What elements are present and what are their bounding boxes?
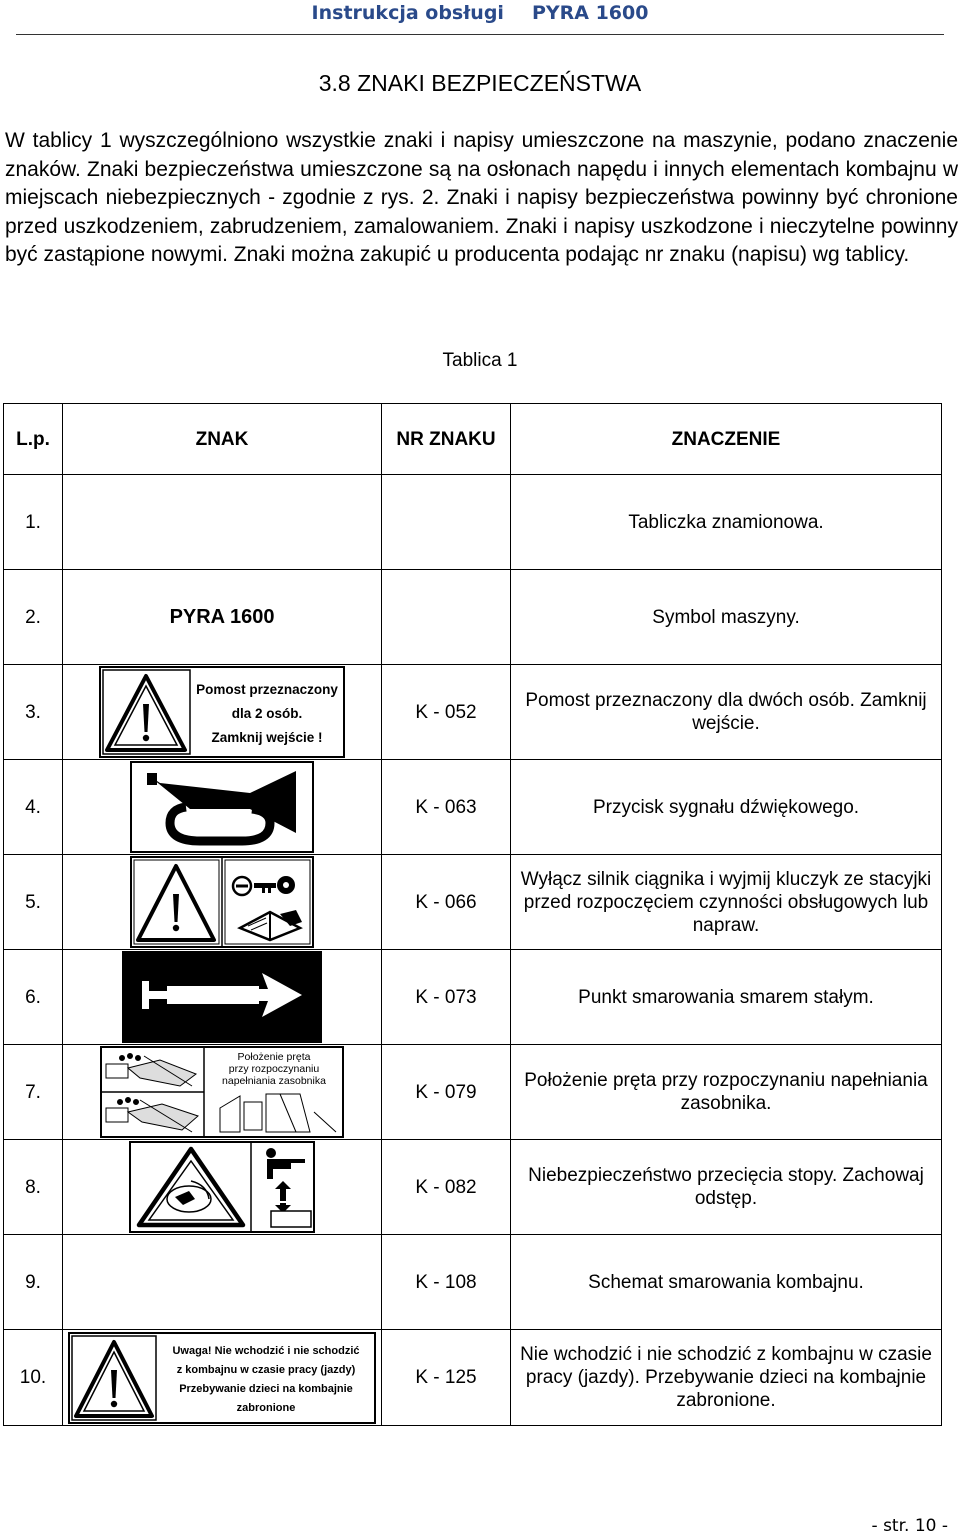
row-number xyxy=(382,570,511,665)
row-lp: 7. xyxy=(4,1045,63,1140)
sign-label-line: napełniania zasobnika xyxy=(222,1075,326,1087)
table-row xyxy=(4,665,942,760)
row-lp: 6. xyxy=(4,950,63,1045)
row-meaning: Przycisk sygnału dźwiękowego. xyxy=(511,760,942,855)
row-meaning: Schemat smarowania kombajnu. xyxy=(511,1235,942,1330)
row-meaning: Symbol maszyny. xyxy=(511,570,942,665)
row-lp: 8. xyxy=(4,1140,63,1235)
row-meaning: Położenie pręta przy rozpoczynaniu napełniania zasobnika. xyxy=(511,1045,942,1140)
row-number: K - 108 xyxy=(382,1235,511,1330)
row-number: K - 066 xyxy=(382,855,511,950)
row-number: K - 079 xyxy=(382,1045,511,1140)
row-lp: 1. xyxy=(4,475,63,570)
row-sign xyxy=(63,1235,382,1330)
header-manual: Instrukcja obsługi xyxy=(311,2,504,24)
sign-k052 xyxy=(99,666,345,758)
page-number: - str. 10 - xyxy=(871,1516,948,1536)
table-row xyxy=(4,1045,942,1140)
sign-label-line: z kombajnu w czasie pracy (jazdy) xyxy=(176,1363,356,1376)
col-lp-header: L.p. xyxy=(4,404,63,475)
sign-label-line: Uwaga! Nie wchodzić i nie schodzić xyxy=(172,1344,360,1357)
col-meaning-header: ZNACZENIE xyxy=(511,404,942,475)
row-number: K - 125 xyxy=(382,1330,511,1426)
row-sign xyxy=(63,950,382,1045)
row-sign xyxy=(63,475,382,570)
row-lp: 10. xyxy=(4,1330,63,1426)
table-row xyxy=(4,570,942,665)
intro-paragraph: W tablicy 1 wyszczególniono wszystkie znaki i napisy umieszczone na maszynie, podano znaczenie znaków. Znaki bezpieczeństwa umieszczone są na osłonach napędu i innych elementach kombajnu w miejscach niebezpiecznych - zgodnie z rys. 2. Znaki i napisy bezpieczeństwa powinny być chronione przed uszkodzeniem, zabrudzeniem, zamalowaniem. Znaki i napisy uszkodzone i nieczytelne powinny być zastąpione nowymi. Znaki można zakupić u producenta podając nr znaku (napisu) wg tablicy. xyxy=(5,129,958,266)
sign-label-line: Położenie pręta xyxy=(237,1051,311,1063)
sign-label-line: Zamknij wejście ! xyxy=(211,730,323,745)
header-rule xyxy=(16,34,944,35)
table-row xyxy=(4,855,942,950)
table-row xyxy=(4,760,942,855)
table-caption: Tablica 1 xyxy=(442,350,518,371)
sign-label-line: Pomost przeznaczony xyxy=(196,682,338,697)
foot-cut-hazard-icon xyxy=(129,1141,315,1233)
row-number: K - 073 xyxy=(382,950,511,1045)
col-number-header: NR ZNAKU xyxy=(382,404,511,475)
header-model: PYRA 1600 xyxy=(531,2,649,24)
row-number xyxy=(382,475,511,570)
table-row xyxy=(4,1235,942,1330)
row-sign xyxy=(63,1330,382,1426)
row-lp: 5. xyxy=(4,855,63,950)
row-sign xyxy=(63,1045,382,1140)
row-lp: 9. xyxy=(4,1235,63,1330)
table-row xyxy=(4,950,942,1045)
table-row xyxy=(4,1330,942,1426)
row-number: K - 082 xyxy=(382,1140,511,1235)
row-meaning: Punkt smarowania smarem stałym. xyxy=(511,950,942,1045)
sign-label-line: dla 2 osób. xyxy=(231,706,303,721)
row-meaning: Nie wchodzić i nie schodzić z kombajnu w czasie pracy (jazdy). Przebywanie dzieci na kombajnie zabronione. xyxy=(511,1330,942,1426)
horn-icon xyxy=(130,761,314,853)
sign-k125 xyxy=(68,1332,376,1424)
row-meaning: Wyłącz silnik ciągnika i wyjmij kluczyk ze stacyjki przed rozpoczęciem czynności obsługowych lub napraw. xyxy=(511,855,942,950)
table-header-row xyxy=(4,404,942,475)
row-sign xyxy=(63,855,382,950)
header-text xyxy=(0,2,960,24)
hopper-diagram-icon xyxy=(100,1046,344,1138)
row-meaning: Tabliczka znamionowa. xyxy=(511,475,942,570)
table-row xyxy=(4,1140,942,1235)
row-lp: 2. xyxy=(4,570,63,665)
grease-gun-arrow-icon xyxy=(122,951,322,1043)
row-sign xyxy=(63,665,382,760)
signs-table xyxy=(3,403,942,1426)
page-header xyxy=(0,0,960,34)
row-sign-text: PYRA 1600 xyxy=(63,570,382,665)
row-number: K - 063 xyxy=(382,760,511,855)
section-title: 3.8 ZNAKI BEZPIECZEŃSTWA xyxy=(318,70,642,96)
row-number: K - 052 xyxy=(382,665,511,760)
row-meaning: Pomost przeznaczony dla dwóch osób. Zamknij wejście. xyxy=(511,665,942,760)
row-lp: 4. xyxy=(4,760,63,855)
row-sign xyxy=(63,760,382,855)
col-sign-header: ZNAK xyxy=(63,404,382,475)
sign-label-line: przy rozpoczynaniu xyxy=(228,1063,320,1075)
row-meaning: Niebezpieczeństwo przecięcia stopy. Zachowaj odstęp. xyxy=(511,1140,942,1235)
sign-k066 xyxy=(130,856,314,948)
sign-label-line: Przebywanie dzieci na kombajnie xyxy=(179,1382,353,1395)
sign-label-line: zabronione xyxy=(236,1401,296,1414)
row-sign xyxy=(63,1140,382,1235)
table-row xyxy=(4,475,942,570)
row-lp: 3. xyxy=(4,665,63,760)
